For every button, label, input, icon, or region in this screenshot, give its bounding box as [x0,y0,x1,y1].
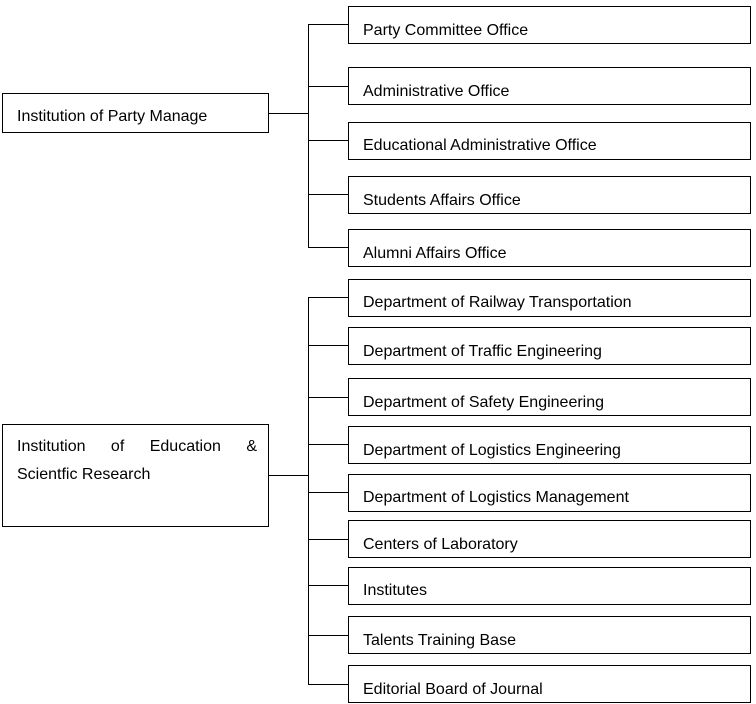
connector-root2-to-trunk [269,475,309,476]
child-box [348,176,751,214]
child-label: Alumni Affairs Office [363,245,507,262]
root-label-party-management: Institution of Party Manage [17,108,208,125]
branch-line [308,585,348,586]
branch-line [308,539,348,540]
child-label: Department of Logistics Management [363,489,629,506]
root-label-education-research: Institution of Education & Scientfic Research [17,438,257,483]
child-box [348,67,751,105]
branch-line [308,635,348,636]
child-box [348,616,751,654]
branch-line [308,86,348,87]
branch-line [308,194,348,195]
branch-line [308,684,348,685]
child-box [348,567,751,605]
child-label: Educational Administrative Office [363,137,597,154]
branch-line [308,345,348,346]
child-label: Administrative Office [363,83,510,100]
trunk-line-group2 [308,297,309,685]
child-box [348,229,751,267]
branch-line [308,397,348,398]
child-box [348,665,751,703]
child-label: Students Affairs Office [363,192,521,209]
branch-line [308,297,348,298]
child-label: Talents Training Base [363,632,516,649]
root-box-education-research [2,424,269,527]
trunk-line-group1 [308,24,309,248]
child-box [348,520,751,558]
child-box [348,426,751,464]
child-label: Department of Logistics Engineering [363,442,621,459]
connector-root1-to-trunk [269,113,309,114]
branch-line [308,492,348,493]
child-label: Party Committee Office [363,22,529,39]
child-box [348,327,751,365]
child-label: Department of Railway Transportation [363,294,632,311]
branch-line [308,24,348,25]
branch-line [308,247,348,248]
branch-line [308,444,348,445]
child-box [348,122,751,160]
child-label: Department of Safety Engineering [363,394,605,411]
child-box [348,6,751,44]
child-label: Department of Traffic Engineering [363,343,602,360]
child-label: Centers of Laboratory [363,536,518,553]
child-label: Institutes [363,582,428,599]
branch-line [308,140,348,141]
child-box [348,378,751,416]
child-box [348,279,751,317]
child-label: Editorial Board of Journal [363,681,543,698]
child-box [348,474,751,512]
root-box-party-management [2,93,269,133]
